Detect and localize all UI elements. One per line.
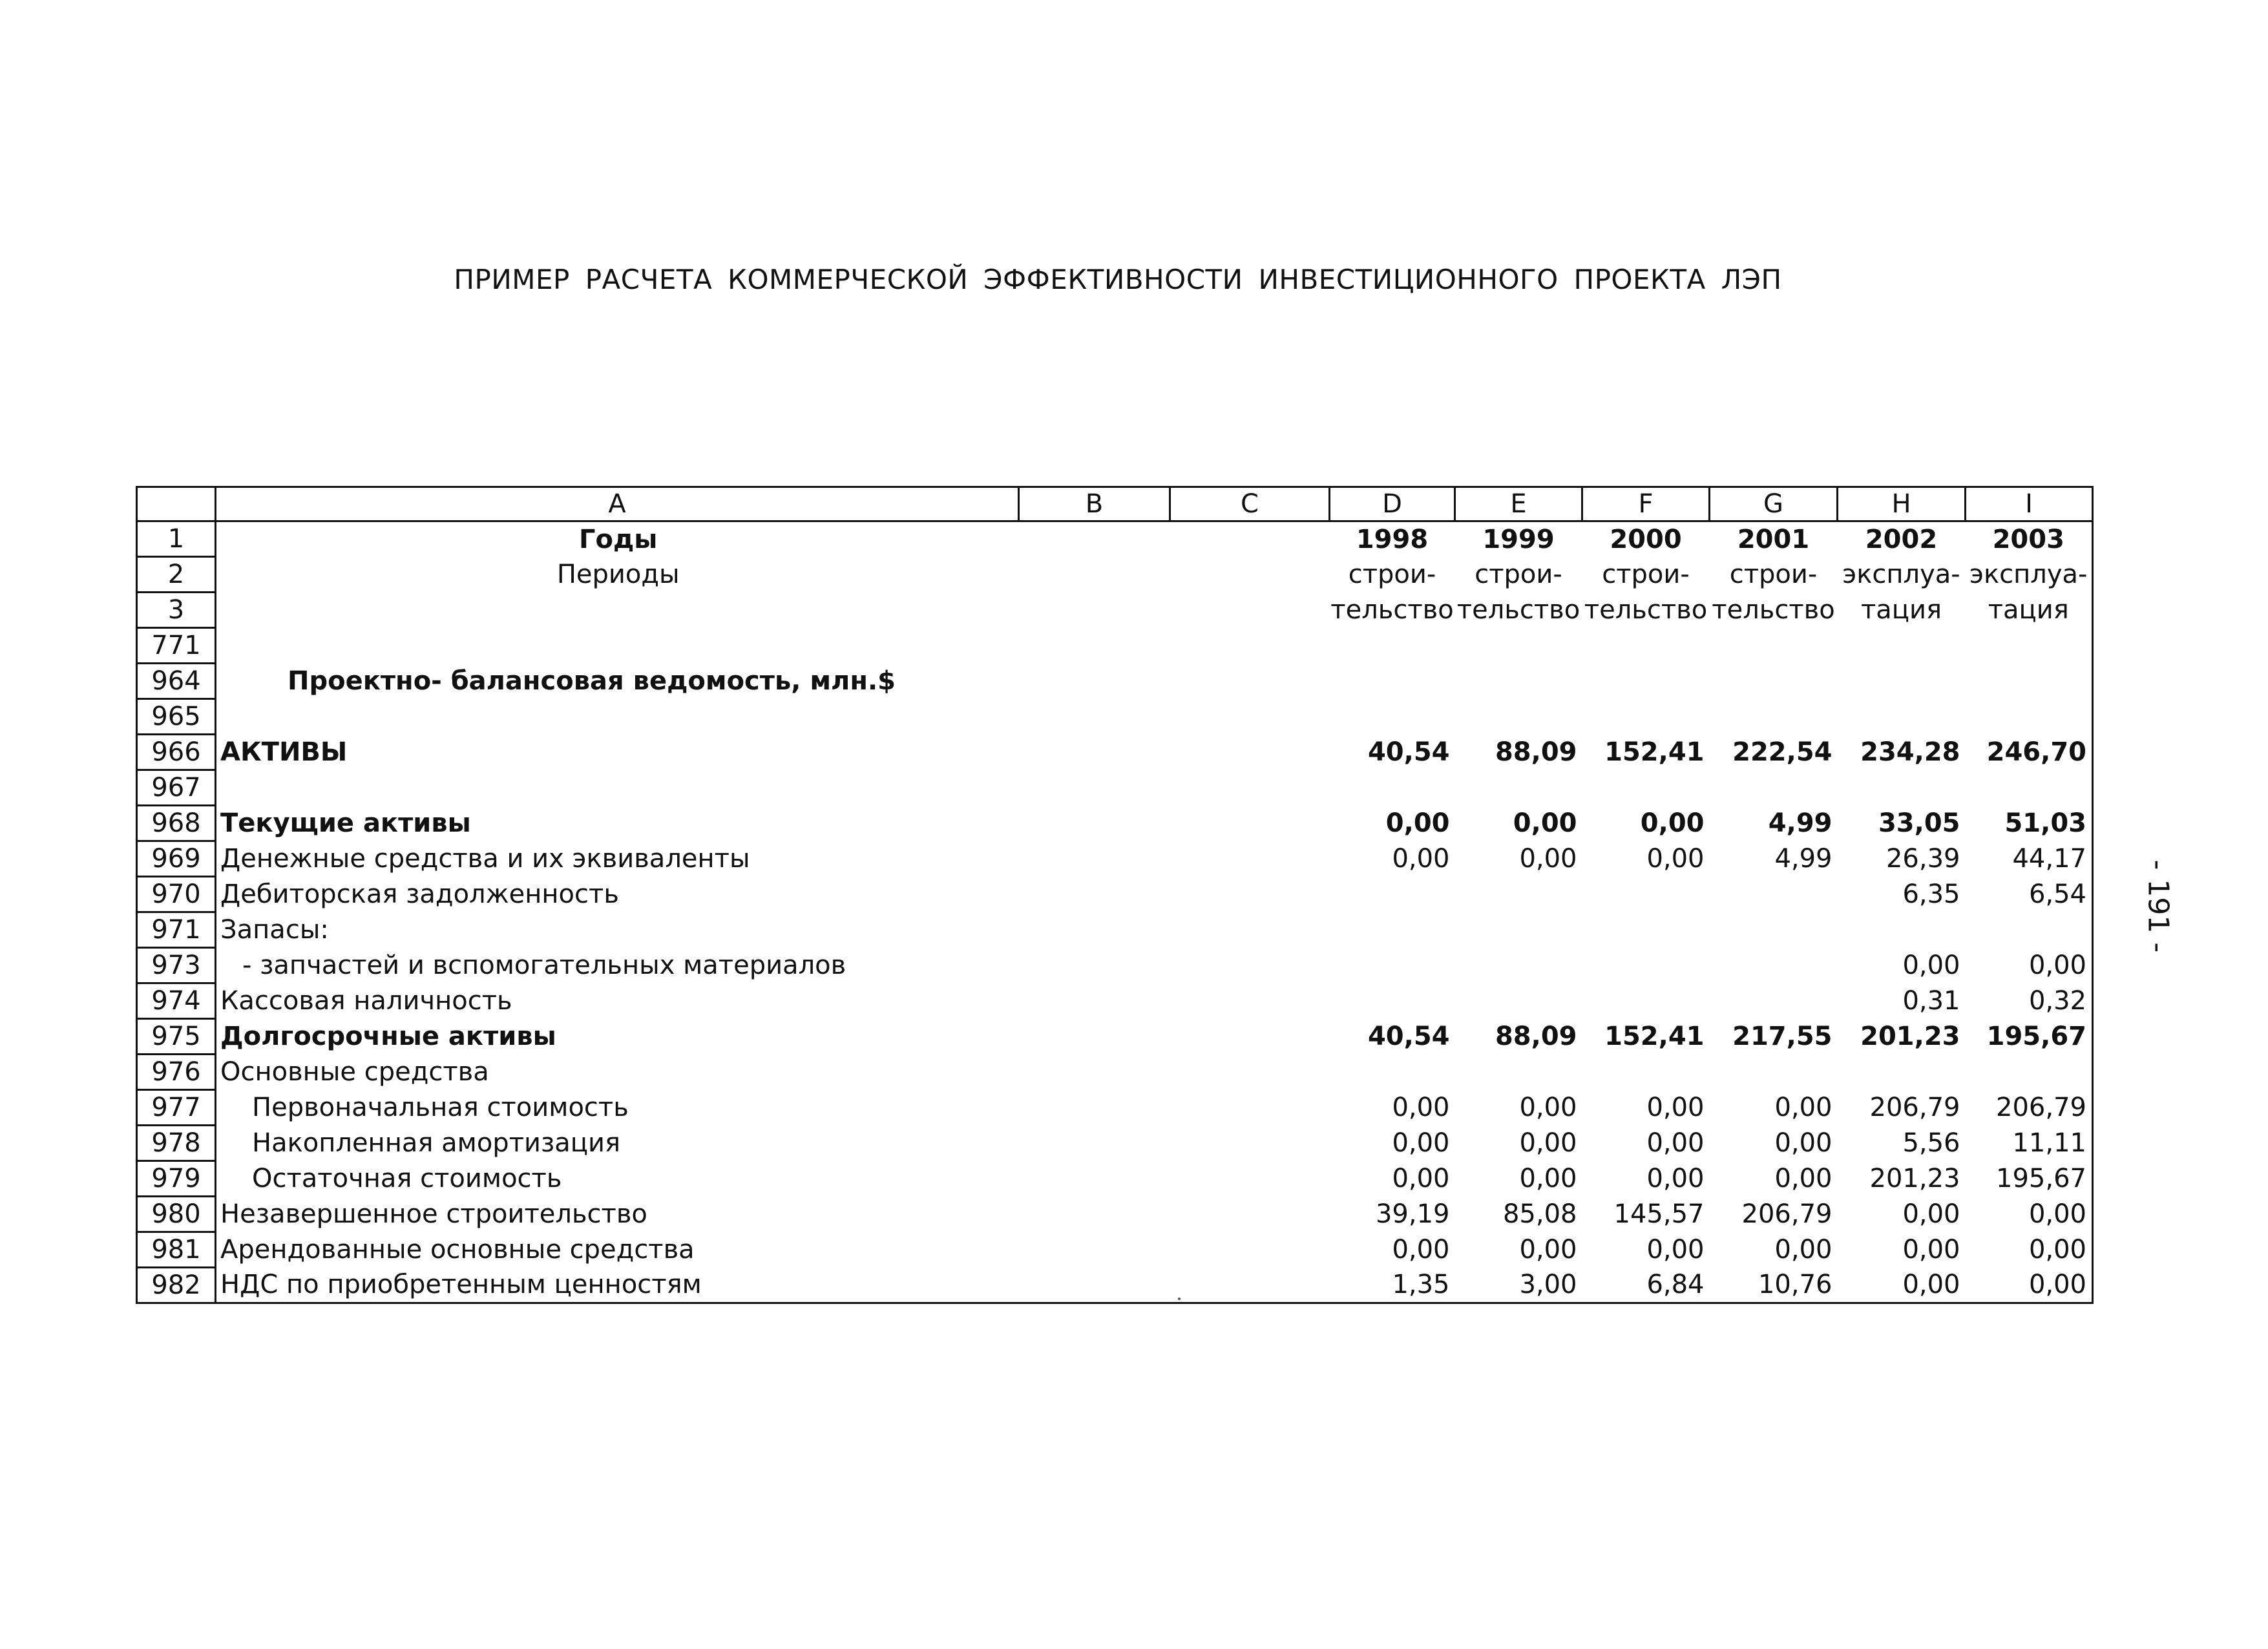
value-cell: 10,76 <box>1758 1270 1832 1300</box>
year-cell: 2002 <box>1865 524 1938 554</box>
value-cell <box>1838 912 1966 948</box>
period-cell: строи- <box>1348 560 1436 589</box>
row-number[interactable]: 970 <box>137 877 216 912</box>
year-cell: 2001 <box>1737 524 1810 554</box>
blank-row <box>137 628 2093 664</box>
column-header-row <box>137 487 2093 521</box>
value-cell: 26,39 <box>1885 844 1960 874</box>
table-row <box>137 806 2093 841</box>
row-label: Первоначальная стоимость <box>252 1093 629 1122</box>
value-cell: 0,00 <box>1774 1164 1832 1193</box>
value-cell <box>1710 877 1838 912</box>
period-cell: тельство <box>1330 595 1454 625</box>
value-cell: 0,00 <box>1902 1270 1960 1300</box>
value-cell: 206,79 <box>1741 1199 1832 1229</box>
value-cell: 0,00 <box>1646 1093 1705 1122</box>
value-cell <box>1455 1055 1582 1090</box>
row-label: Долгосрочные активы <box>220 1022 556 1051</box>
value-cell: 0,00 <box>1646 1164 1705 1193</box>
value-cell: 222,54 <box>1732 737 1832 767</box>
value-cell: 201,23 <box>1869 1164 1960 1193</box>
row-label: Незавершенное строительство <box>220 1199 647 1229</box>
value-cell: 0,00 <box>1902 1199 1960 1229</box>
value-cell: 44,17 <box>2012 844 2086 874</box>
spreadsheet-table <box>136 486 2094 1304</box>
table-row <box>137 983 2093 1019</box>
blank-row <box>137 699 2093 735</box>
corner-cell <box>137 487 216 521</box>
value-cell <box>1966 1055 2093 1090</box>
value-cell <box>1455 877 1582 912</box>
value-cell: 0,00 <box>2028 1199 2086 1229</box>
table-row <box>137 1161 2093 1197</box>
table-row <box>137 1232 2093 1268</box>
value-cell: 0,00 <box>1519 1235 1577 1265</box>
row-number[interactable]: 3 <box>137 593 216 628</box>
value-cell: 0,00 <box>1774 1093 1832 1122</box>
value-cell <box>1330 948 1455 983</box>
column-header-h[interactable]: H <box>1838 487 1966 521</box>
row-number[interactable]: 980 <box>137 1197 216 1232</box>
years-label: Годы <box>579 524 658 554</box>
value-cell: 0,00 <box>1774 1235 1832 1265</box>
value-cell: 0,32 <box>2028 986 2086 1016</box>
value-cell: 51,03 <box>2004 808 2086 838</box>
year-cell: 1999 <box>1482 524 1555 554</box>
value-cell <box>1710 1055 1838 1090</box>
row-number[interactable]: 971 <box>137 912 216 948</box>
value-cell <box>1455 912 1582 948</box>
periods-label: Периоды <box>556 560 680 589</box>
value-cell <box>1582 983 1710 1019</box>
value-cell: 0,00 <box>1902 951 1960 980</box>
row-number[interactable]: 969 <box>137 841 216 877</box>
row-number[interactable]: 968 <box>137 806 216 841</box>
period-cell: тельство <box>1712 595 1835 625</box>
value-cell: 40,54 <box>1367 1022 1450 1051</box>
section-title: Проектно- балансовая ведомость, млн.$ <box>288 666 896 696</box>
value-cell: 195,67 <box>1996 1164 2086 1193</box>
period-cell: тация <box>1860 595 1942 625</box>
row-label: Основные средства <box>220 1057 489 1087</box>
row-number[interactable]: 977 <box>137 1090 216 1126</box>
row-number[interactable]: 976 <box>137 1055 216 1090</box>
value-cell <box>1330 1055 1455 1090</box>
value-cell: 0,00 <box>1385 808 1450 838</box>
value-cell <box>1838 1055 1966 1090</box>
years-row <box>137 521 2093 557</box>
column-header-a[interactable]: A <box>216 487 1019 521</box>
value-cell: 217,55 <box>1732 1022 1832 1051</box>
value-cell: 145,57 <box>1613 1199 1705 1229</box>
table-row <box>137 735 2093 770</box>
value-cell: 3,00 <box>1519 1270 1577 1300</box>
period-cell: тация <box>1988 595 2069 625</box>
value-cell <box>1710 983 1838 1019</box>
period-cell: строи- <box>1602 560 1690 589</box>
value-cell <box>1455 948 1582 983</box>
value-cell: 6,84 <box>1646 1270 1705 1300</box>
column-header-f[interactable]: F <box>1582 487 1710 521</box>
table-row <box>137 912 2093 948</box>
value-cell: 0,00 <box>1902 1235 1960 1265</box>
value-cell <box>1582 1055 1710 1090</box>
period-cell: эксплуа- <box>1842 560 1960 589</box>
row-number[interactable]: 966 <box>137 735 216 770</box>
row-label: Дебиторская задолженность <box>220 879 619 909</box>
row-number[interactable]: 974 <box>137 983 216 1019</box>
row-label: Арендованные основные средства <box>220 1235 695 1265</box>
table-row <box>137 1090 2093 1126</box>
value-cell: 0,00 <box>1640 808 1705 838</box>
value-cell: 0,00 <box>2028 951 2086 980</box>
row-number[interactable]: 981 <box>137 1232 216 1268</box>
row-label: - запчастей и вспомогательных материалов <box>242 951 846 980</box>
value-cell <box>1710 948 1838 983</box>
column-header-i[interactable]: I <box>1966 487 2093 521</box>
periods-row <box>137 557 2093 593</box>
value-cell: 0,00 <box>1519 1093 1577 1122</box>
row-number[interactable]: 771 <box>137 628 216 664</box>
value-cell: 0,00 <box>1513 808 1577 838</box>
value-cell: 0,00 <box>1774 1128 1832 1158</box>
table-row <box>137 1197 2093 1232</box>
period-cell: тельство <box>1456 595 1580 625</box>
value-cell: 0,00 <box>1646 1235 1705 1265</box>
value-cell <box>1582 912 1710 948</box>
value-cell: 88,09 <box>1495 1022 1577 1051</box>
value-cell: 0,31 <box>1902 986 1960 1016</box>
column-header-e[interactable]: E <box>1455 487 1582 521</box>
row-number[interactable]: 964 <box>137 664 216 699</box>
value-cell <box>1966 912 2093 948</box>
row-number[interactable]: 967 <box>137 770 216 806</box>
value-cell: 0,00 <box>1392 1093 1450 1122</box>
table-row <box>137 948 2093 983</box>
table-row <box>137 877 2093 912</box>
row-label: НДС по приобретенным ценностям <box>220 1270 702 1300</box>
column-header-b[interactable]: B <box>1019 487 1170 521</box>
row-number[interactable]: 2 <box>137 557 216 593</box>
year-cell: 2000 <box>1610 524 1682 554</box>
value-cell: 0,00 <box>2028 1235 2086 1265</box>
value-cell: 0,00 <box>1646 1128 1705 1158</box>
value-cell: 88,09 <box>1495 737 1577 767</box>
value-cell <box>1455 983 1582 1019</box>
table-row <box>137 1019 2093 1055</box>
value-cell: 234,28 <box>1860 737 1960 767</box>
row-label: Запасы: <box>220 915 329 945</box>
page-number: - 191 - <box>2141 859 2175 953</box>
periods-row-2 <box>137 593 2093 628</box>
value-cell <box>1330 877 1455 912</box>
value-cell: 152,41 <box>1604 1022 1705 1051</box>
period-cell: тельство <box>1584 595 1708 625</box>
value-cell: 0,00 <box>1392 1235 1450 1265</box>
row-number[interactable]: 965 <box>137 699 216 735</box>
value-cell: 11,11 <box>2012 1128 2086 1158</box>
year-cell: 2003 <box>1992 524 2064 554</box>
row-number[interactable]: 979 <box>137 1161 216 1197</box>
section-row <box>137 664 2093 699</box>
row-number[interactable]: 973 <box>137 948 216 983</box>
value-cell <box>1582 877 1710 912</box>
value-cell <box>1710 912 1838 948</box>
period-cell: эксплуа- <box>1969 560 2088 589</box>
row-label: Накопленная амортизация <box>252 1128 621 1158</box>
row-number[interactable]: 978 <box>137 1126 216 1161</box>
value-cell: 40,54 <box>1367 737 1450 767</box>
row-label: Денежные средства и их эквиваленты <box>220 844 750 874</box>
table-row <box>137 1055 2093 1090</box>
value-cell: 0,00 <box>1519 1128 1577 1158</box>
value-cell: 5,56 <box>1902 1128 1960 1158</box>
value-cell: 6,54 <box>2028 879 2086 909</box>
page-title: ПРИМЕР РАСЧЕТА КОММЕРЧЕСКОЙ ЭФФЕКТИВНОСТИ ИНВЕСТИЦИОННОГО ПРОЕКТА ЛЭП <box>454 264 1782 295</box>
blank-row <box>137 770 2093 806</box>
row-number[interactable]: 982 <box>137 1268 216 1303</box>
row-label: Кассовая наличность <box>220 986 512 1016</box>
table-row <box>137 1126 2093 1161</box>
value-cell: 39,19 <box>1375 1199 1450 1229</box>
row-number[interactable]: 1 <box>137 521 216 557</box>
value-cell <box>1330 983 1455 1019</box>
year-cell: 1998 <box>1356 524 1429 554</box>
period-cell: строи- <box>1475 560 1562 589</box>
row-number[interactable]: 975 <box>137 1019 216 1055</box>
value-cell: 0,00 <box>1519 1164 1577 1193</box>
value-cell: 201,23 <box>1860 1022 1960 1051</box>
value-cell: 0,00 <box>1392 1128 1450 1158</box>
value-cell: 4,99 <box>1774 844 1832 874</box>
value-cell <box>1330 912 1455 948</box>
table-row <box>137 841 2093 877</box>
value-cell: 0,00 <box>1392 1164 1450 1193</box>
value-cell: 0,00 <box>1519 844 1577 874</box>
value-cell: 206,79 <box>1996 1093 2086 1122</box>
value-cell <box>1582 948 1710 983</box>
value-cell: 0,00 <box>2028 1270 2086 1300</box>
value-cell: 206,79 <box>1869 1093 1960 1122</box>
value-cell: 0,00 <box>1646 844 1705 874</box>
value-cell: 6,35 <box>1902 879 1960 909</box>
row-label: Остаточная стоимость <box>252 1164 562 1193</box>
table-row <box>137 1268 2093 1303</box>
value-cell: 4,99 <box>1768 808 1832 838</box>
column-header-d[interactable]: D <box>1330 487 1455 521</box>
column-header-g[interactable]: G <box>1710 487 1838 521</box>
row-label: Текущие активы <box>220 808 471 838</box>
value-cell: 152,41 <box>1604 737 1705 767</box>
value-cell: 1,35 <box>1392 1270 1450 1300</box>
value-cell: 85,08 <box>1502 1199 1577 1229</box>
period-cell: строи- <box>1729 560 1818 589</box>
value-cell: 195,67 <box>1986 1022 2086 1051</box>
value-cell: 33,05 <box>1878 808 1960 838</box>
value-cell: 246,70 <box>1986 737 2086 767</box>
column-header-c[interactable]: C <box>1170 487 1330 521</box>
row-label: АКТИВЫ <box>220 737 348 767</box>
value-cell: 0,00 <box>1392 844 1450 874</box>
